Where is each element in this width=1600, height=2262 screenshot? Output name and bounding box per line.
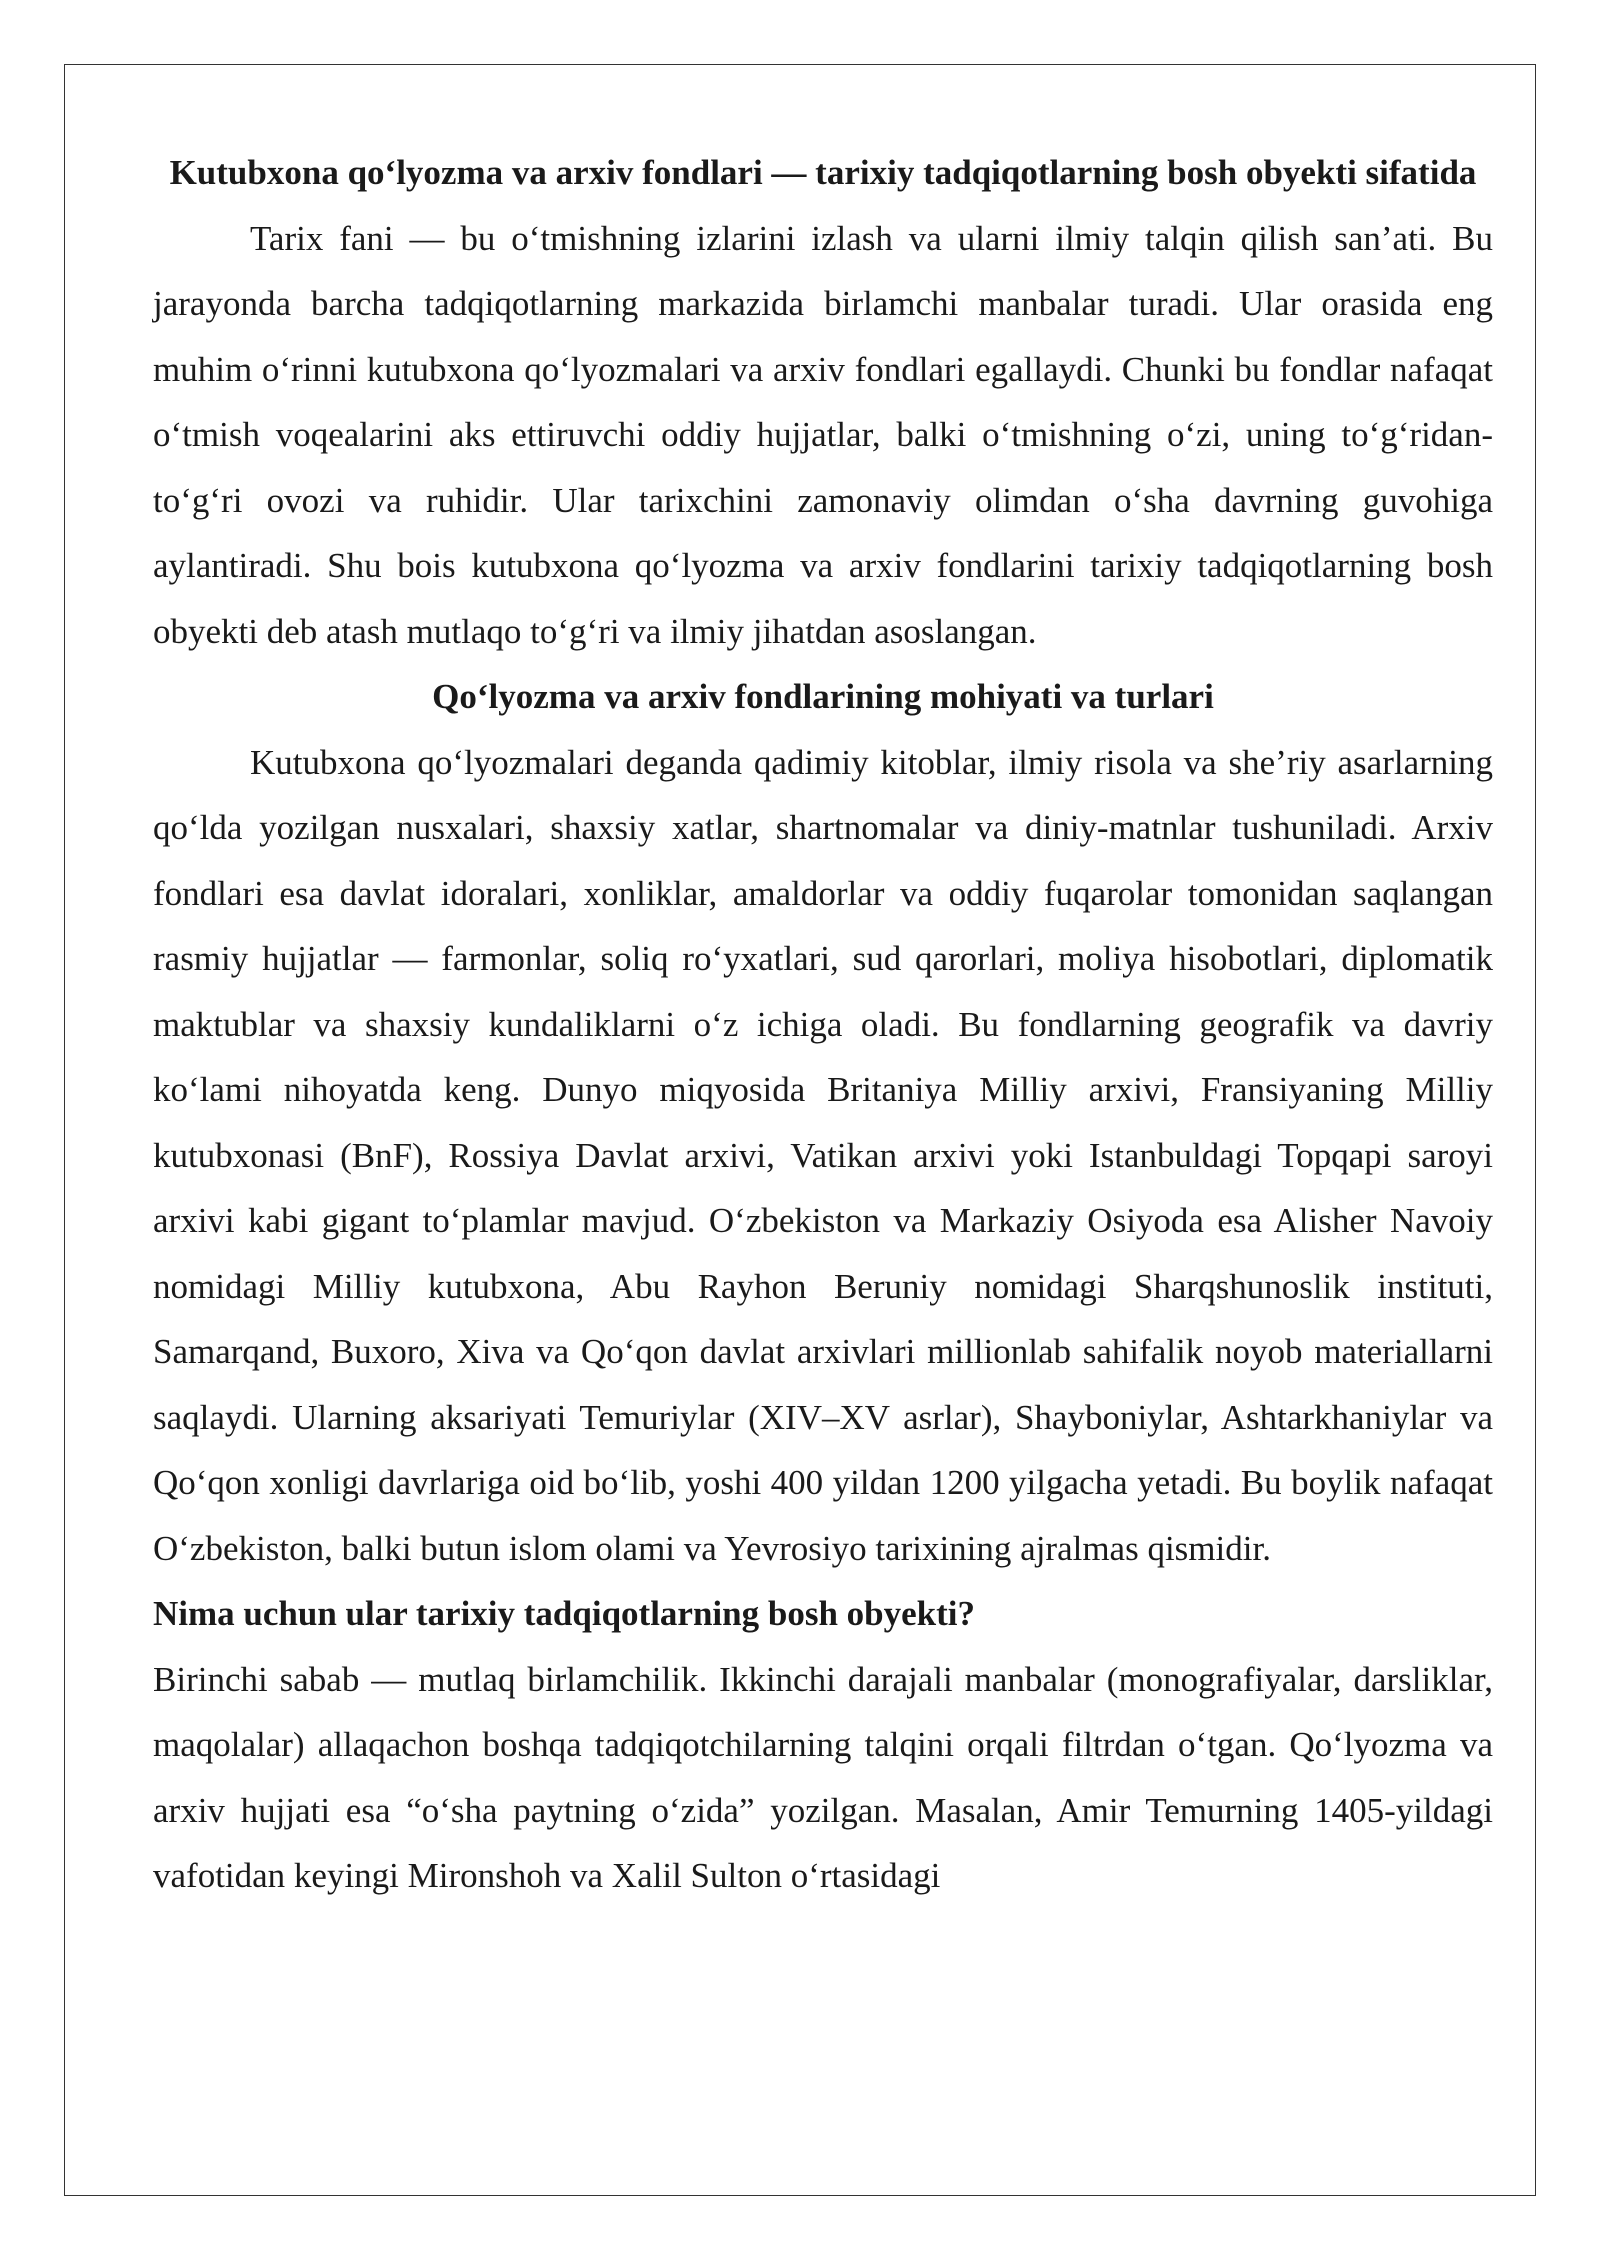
section-heading-essence: Qo‘lyozma va arxiv fondlarining mohiyati va turlari	[432, 677, 1214, 716]
section-paragraph-why: Birinchi sabab — mutlaq birlamchilik. Ikkinchi darajali manbalar (monografiyalar, darsliklar, maqolalar) allaqachon boshqa tadqiqotchilarning talqini orqali filtrdan o‘tgan. Qo‘lyozma va arxiv hujjati esa “o‘sha paytning o‘zida” yozilgan. Masalan, Amir Temurning 1405-yildagi vafotidan keyingi Mironshoh va Xalil Sulton o‘rtasidagi	[153, 1659, 1493, 1895]
document-title: Kutubxona qo‘lyozma va arxiv fondlari — tarixiy tadqiqotlarning bosh obyekti sifatida	[169, 153, 1477, 192]
document-body	[153, 140, 1493, 1909]
section-heading-why: Nima uchun ular tarixiy tadqiqotlarning bosh obyekti?	[153, 1594, 976, 1633]
section-paragraph-essence: Kutubxona qo‘lyozmalari deganda qadimiy kitoblar, ilmiy risola va she’riy asarlarning qo‘lda yozilgan nusxalari, shaxsiy xatlar, shartnomalar va diniy-matnlar tushuniladi. Arxiv fondlari esa davlat idoralari, xonliklar, amaldorlar va oddiy fuqarolar tomonidan saqlangan rasmiy hujjatlar — farmonlar, soliq ro‘yxatlari, sud qarorlari, moliya hisobotlari, diplomatik maktublar va shaxsiy kundaliklarni o‘z ichiga oladi. Bu fondlarning geografik va davriy ko‘lami nihoyatda keng. Dunyo miqyosida Britaniya Milliy arxivi, Fransiyaning Milliy kutubxonasi (BnF), Rossiya Davlat arxivi, Vatikan arxivi yoki Istanbuldagi Topqapi saroyi arxivi kabi gigant to‘plamlar mavjud. O‘zbekiston va Markaziy Osiyoda esa Alisher Navoiy nomidagi Milliy kutubxona, Abu Rayhon Beruniy nomidagi Sharqshunoslik instituti, Samarqand, Buxoro, Xiva va Qo‘qon davlat arxivlari millionlab sahifalik noyob materiallarni saqlaydi. Ularning aksariyati Temuriylar (XIV–XV asrlar), Shayboniylar, Ashtarkhaniylar va Qo‘qon xonligi davrlariga oid bo‘lib, yoshi 400 yildan 1200 yilgacha yetadi. Bu boylik nafaqat O‘zbekiston, balki butun islom olami va Yevrosiyo tarixining ajralmas qismidir.	[153, 742, 1493, 1568]
intro-paragraph: Tarix fani — bu o‘tmishning izlarini izlash va ularni ilmiy talqin qilish san’ati. Bu jarayonda barcha tadqiqotlarning markazida birlamchi manbalar turadi. Ular orasida eng muhim o‘rinni kutubxona qo‘lyozmalari va arxiv fondlari egallaydi. Chunki bu fondlar nafaqat o‘tmish voqealarini aks ettiruvchi oddiy hujjatlar, balki o‘tmishning o‘zi, uning to‘g‘ridan-to‘g‘ri ovozi va ruhidir. Ular tarixchini zamonaviy olimdan o‘sha davrning guvohiga aylantiradi. Shu bois kutubxona qo‘lyozma va arxiv fondlarini tarixiy tadqiqotlarning bosh obyekti deb atash mutlaqo to‘g‘ri va ilmiy jihatdan asoslangan.	[153, 218, 1493, 651]
